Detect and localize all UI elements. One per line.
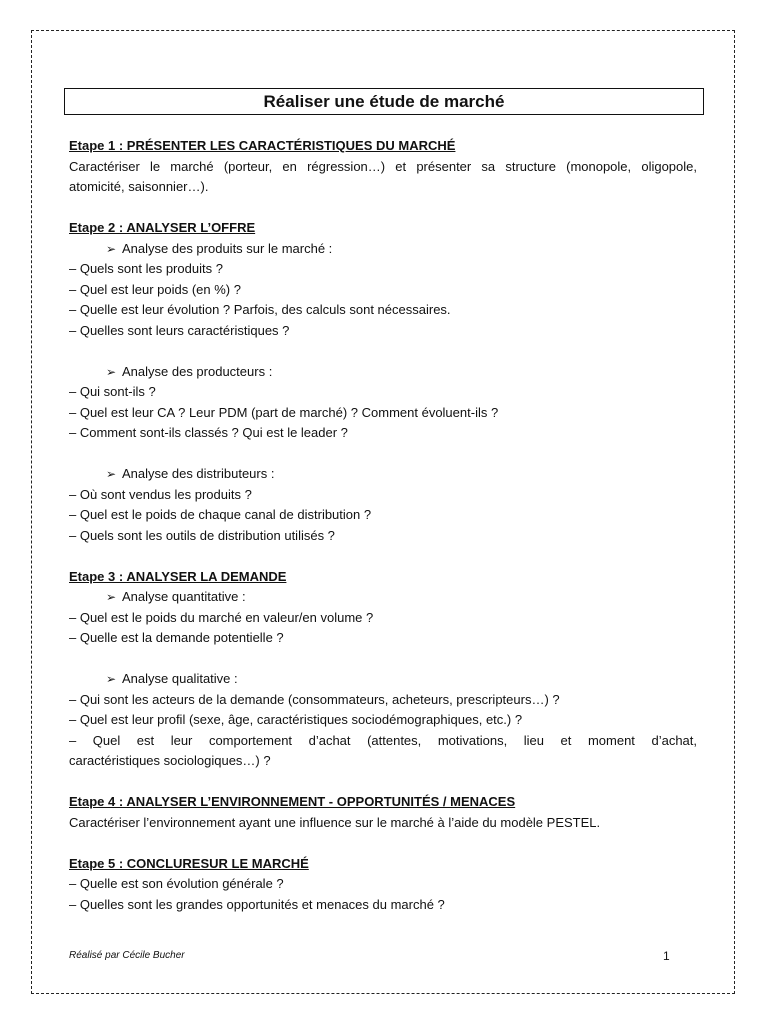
list-line: – Quelle est son évolution générale ?: [69, 876, 284, 891]
section-heading-etape-4: Etape 4 : ANALYSER L’ENVIRONNEMENT - OPPORTUNITÉS / MENACES: [69, 794, 516, 809]
section-heading-etape-3: Etape 3 : ANALYSER LA DEMANDE: [69, 568, 287, 584]
list-line: – Comment sont-ils classés ? Qui est le leader ?: [69, 425, 348, 440]
arrow-bullet-icon: ➢: [106, 467, 117, 481]
arrow-bullet-icon: ➢: [106, 672, 117, 686]
list-line: caractéristiques sociologiques…) ?: [69, 753, 271, 768]
bullet-item: ➢ Analyse qualitative :: [69, 669, 697, 690]
list-line: – Quel est leur profil (sexe, âge, caractéristiques sociodémographiques, etc.) ?: [69, 712, 523, 727]
bullet-item: ➢ Analyse quantitative :: [69, 587, 697, 608]
list-line: – Quels sont les produits ?: [69, 261, 223, 276]
list-line: – Quel est leur poids (en %) ?: [69, 281, 241, 297]
page-number: 1: [663, 949, 670, 963]
bullet-item: ➢ Analyse des distributeurs :: [69, 464, 697, 485]
section-heading-etape-2: Etape 2 : ANALYSER L’OFFRE: [69, 220, 256, 235]
arrow-bullet-icon: ➢: [106, 241, 117, 256]
list-line: – Quelle est la demande potentielle ?: [69, 630, 284, 645]
section-heading-etape-5: Etape 5 : CONCLURESUR LE MARCHÉ: [69, 855, 309, 871]
arrow-bullet-icon: ➢: [106, 590, 117, 604]
paragraph-line: Caractériser l’environnement ayant une influence sur le marché à l’aide du modèle PESTEL.: [69, 814, 601, 830]
paragraph-line: Caractériser le marché (porteur, en régression…) et présenter sa structure (monopole, oligopole,: [69, 158, 697, 174]
document-body: [69, 136, 697, 915]
bullet-item: ➢ Analyse des producteurs :: [69, 362, 697, 383]
list-line: – Quelles sont leurs caractéristiques ?: [69, 322, 290, 338]
page-title: Réaliser une étude de marché: [64, 88, 704, 115]
list-line: – Quelle est leur évolution ? Parfois, des calculs sont nécessaires.: [69, 302, 451, 317]
list-line: – Quel est le poids de chaque canal de distribution ?: [69, 507, 372, 522]
footer-author: Réalisé par Cécile Bucher: [69, 950, 185, 961]
list-line: – Quel est le poids du marché en valeur/en volume ?: [69, 609, 374, 625]
paragraph-line: atomicité, saisonnier…).: [69, 179, 209, 194]
list-line: – Quel est leur CA ? Leur PDM (part de marché) ? Comment évoluent-ils ?: [69, 404, 499, 420]
list-line: – Quel est leur comportement d’achat (attentes, motivations, lieu et moment d’achat,: [69, 732, 697, 748]
list-line: – Quels sont les outils de distribution utilisés ?: [69, 527, 335, 543]
list-line: – Qui sont les acteurs de la demande (consommateurs, acheteurs, prescripteurs…) ?: [69, 691, 560, 707]
list-line: – Quelles sont les grandes opportunités et menaces du marché ?: [69, 896, 445, 912]
arrow-bullet-icon: ➢: [106, 364, 117, 379]
list-line: – Où sont vendus les produits ?: [69, 486, 252, 502]
bullet-item: ➢ Analyse des produits sur le marché :: [69, 239, 697, 260]
section-heading-etape-1: Etape 1 : PRÉSENTER LES CARACTÉRISTIQUES DU MARCHÉ: [69, 138, 456, 153]
list-line: – Qui sont-ils ?: [69, 384, 156, 399]
